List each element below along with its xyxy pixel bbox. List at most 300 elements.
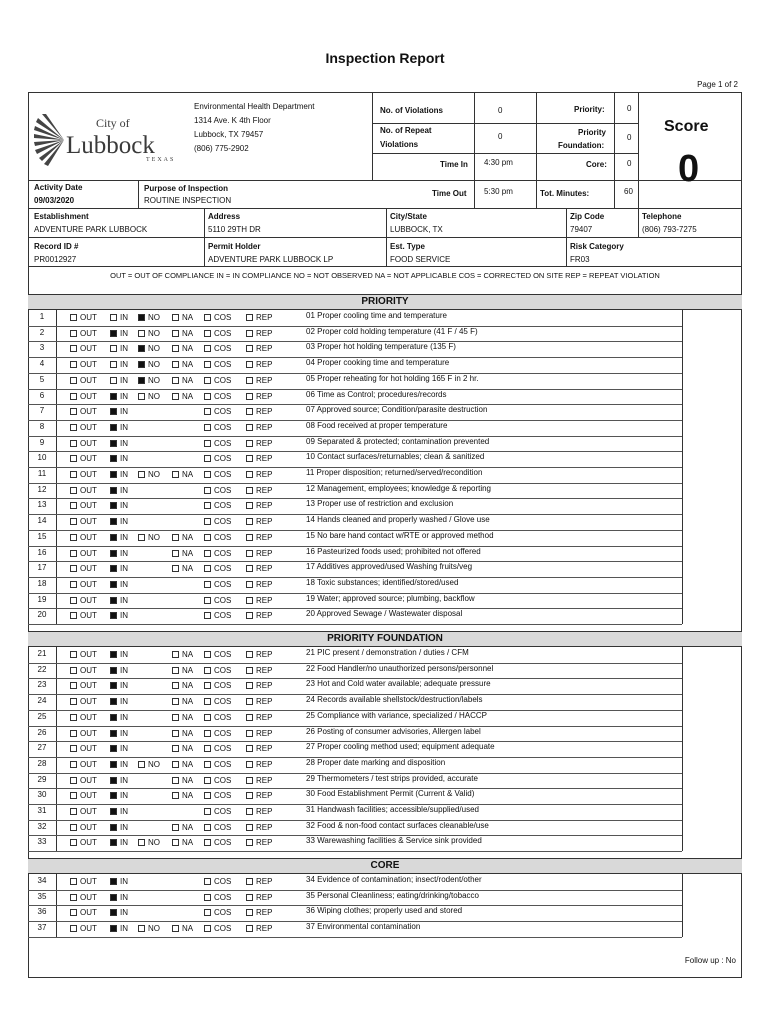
checkbox-icon[interactable]: [70, 878, 77, 885]
option-in[interactable]: [110, 908, 128, 917]
checkbox-icon[interactable]: [172, 565, 179, 572]
option-na[interactable]: [172, 729, 193, 738]
option-cos[interactable]: [204, 697, 231, 706]
option-in[interactable]: [110, 407, 128, 416]
option-in[interactable]: [110, 611, 128, 620]
option-rep[interactable]: [246, 823, 272, 832]
checkbox-icon[interactable]: [70, 824, 77, 831]
option-out[interactable]: [70, 611, 97, 620]
checkbox-icon[interactable]: [246, 909, 253, 916]
option-cos[interactable]: [204, 423, 231, 432]
checkbox-icon[interactable]: [204, 714, 211, 721]
option-in[interactable]: [110, 776, 128, 785]
option-na[interactable]: [172, 681, 193, 690]
option-cos[interactable]: [204, 908, 231, 917]
checkbox-icon[interactable]: [172, 714, 179, 721]
option-rep[interactable]: [246, 360, 272, 369]
checkbox-icon[interactable]: [246, 651, 253, 658]
checkbox-icon[interactable]: [172, 330, 179, 337]
option-cos[interactable]: [204, 713, 231, 722]
checkbox-icon[interactable]: [172, 667, 179, 674]
checkbox-icon[interactable]: [70, 550, 77, 557]
checkbox-icon[interactable]: [204, 761, 211, 768]
checkbox-icon[interactable]: [204, 792, 211, 799]
option-cos[interactable]: [204, 407, 231, 416]
checkbox-icon[interactable]: [70, 808, 77, 815]
option-in[interactable]: [110, 729, 128, 738]
option-cos[interactable]: [204, 893, 231, 902]
option-out[interactable]: [70, 439, 97, 448]
checkbox-icon[interactable]: [204, 909, 211, 916]
checkbox-icon[interactable]: [70, 612, 77, 619]
checkbox-icon[interactable]: [172, 314, 179, 321]
checkbox-icon[interactable]: [138, 761, 145, 768]
checkbox-icon[interactable]: [70, 651, 77, 658]
checkbox-icon[interactable]: [246, 518, 253, 525]
option-cos[interactable]: [204, 596, 231, 605]
checkbox-icon[interactable]: [138, 534, 145, 541]
option-na[interactable]: [172, 329, 193, 338]
checkbox-icon[interactable]: [138, 330, 145, 337]
option-in[interactable]: [110, 713, 128, 722]
checkbox-icon[interactable]: [246, 714, 253, 721]
option-rep[interactable]: [246, 807, 272, 816]
option-rep[interactable]: [246, 470, 272, 479]
option-rep[interactable]: [246, 580, 272, 589]
checked-box-icon[interactable]: [110, 471, 117, 478]
checkbox-icon[interactable]: [172, 345, 179, 352]
checked-box-icon[interactable]: [110, 667, 117, 674]
checkbox-icon[interactable]: [204, 330, 211, 337]
option-in[interactable]: [110, 376, 128, 385]
option-out[interactable]: [70, 893, 97, 902]
option-rep[interactable]: [246, 596, 272, 605]
option-cos[interactable]: [204, 564, 231, 573]
checked-box-icon[interactable]: [138, 377, 145, 384]
checkbox-icon[interactable]: [204, 518, 211, 525]
option-in[interactable]: [110, 760, 128, 769]
checked-box-icon[interactable]: [110, 878, 117, 885]
option-out[interactable]: [70, 407, 97, 416]
option-rep[interactable]: [246, 729, 272, 738]
option-no[interactable]: [138, 838, 160, 847]
option-out[interactable]: [70, 791, 97, 800]
checkbox-icon[interactable]: [204, 878, 211, 885]
checkbox-icon[interactable]: [246, 455, 253, 462]
checkbox-icon[interactable]: [70, 440, 77, 447]
option-cos[interactable]: [204, 650, 231, 659]
option-rep[interactable]: [246, 423, 272, 432]
checkbox-icon[interactable]: [246, 361, 253, 368]
option-cos[interactable]: [204, 392, 231, 401]
checkbox-icon[interactable]: [246, 487, 253, 494]
checkbox-icon[interactable]: [110, 377, 117, 384]
checkbox-icon[interactable]: [70, 518, 77, 525]
option-cos[interactable]: [204, 729, 231, 738]
checkbox-icon[interactable]: [204, 424, 211, 431]
checkbox-icon[interactable]: [138, 393, 145, 400]
option-rep[interactable]: [246, 376, 272, 385]
checkbox-icon[interactable]: [70, 345, 77, 352]
checkbox-icon[interactable]: [172, 824, 179, 831]
checked-box-icon[interactable]: [110, 777, 117, 784]
checkbox-icon[interactable]: [246, 745, 253, 752]
checkbox-icon[interactable]: [204, 550, 211, 557]
checked-box-icon[interactable]: [110, 408, 117, 415]
option-rep[interactable]: [246, 564, 272, 573]
checkbox-icon[interactable]: [172, 777, 179, 784]
checkbox-icon[interactable]: [70, 361, 77, 368]
checked-box-icon[interactable]: [110, 761, 117, 768]
option-out[interactable]: [70, 329, 97, 338]
checkbox-icon[interactable]: [246, 393, 253, 400]
checkbox-icon[interactable]: [204, 565, 211, 572]
option-out[interactable]: [70, 713, 97, 722]
option-in[interactable]: [110, 877, 128, 886]
option-out[interactable]: [70, 564, 97, 573]
option-in[interactable]: [110, 744, 128, 753]
option-rep[interactable]: [246, 893, 272, 902]
option-cos[interactable]: [204, 823, 231, 832]
option-rep[interactable]: [246, 776, 272, 785]
option-out[interactable]: [70, 596, 97, 605]
option-out[interactable]: [70, 344, 97, 353]
checkbox-icon[interactable]: [138, 925, 145, 932]
option-na[interactable]: [172, 713, 193, 722]
option-rep[interactable]: [246, 666, 272, 675]
option-rep[interactable]: [246, 924, 272, 933]
checkbox-icon[interactable]: [172, 761, 179, 768]
checkbox-icon[interactable]: [204, 777, 211, 784]
checked-box-icon[interactable]: [110, 487, 117, 494]
option-na[interactable]: [172, 533, 193, 542]
checkbox-icon[interactable]: [204, 808, 211, 815]
option-cos[interactable]: [204, 776, 231, 785]
option-in[interactable]: [110, 666, 128, 675]
option-out[interactable]: [70, 807, 97, 816]
checkbox-icon[interactable]: [246, 440, 253, 447]
option-cos[interactable]: [204, 533, 231, 542]
option-na[interactable]: [172, 313, 193, 322]
option-in[interactable]: [110, 360, 128, 369]
checkbox-icon[interactable]: [70, 330, 77, 337]
option-rep[interactable]: [246, 744, 272, 753]
checkbox-icon[interactable]: [204, 502, 211, 509]
checkbox-icon[interactable]: [70, 839, 77, 846]
checked-box-icon[interactable]: [138, 345, 145, 352]
option-na[interactable]: [172, 791, 193, 800]
option-no[interactable]: [138, 392, 160, 401]
checkbox-icon[interactable]: [70, 502, 77, 509]
checkbox-icon[interactable]: [70, 894, 77, 901]
option-rep[interactable]: [246, 329, 272, 338]
option-no[interactable]: [138, 313, 160, 322]
checkbox-icon[interactable]: [204, 534, 211, 541]
option-na[interactable]: [172, 744, 193, 753]
checkbox-icon[interactable]: [172, 698, 179, 705]
checkbox-icon[interactable]: [110, 314, 117, 321]
checkbox-icon[interactable]: [70, 534, 77, 541]
option-na[interactable]: [172, 360, 193, 369]
checkbox-icon[interactable]: [246, 698, 253, 705]
option-in[interactable]: [110, 470, 128, 479]
option-cos[interactable]: [204, 807, 231, 816]
checkbox-icon[interactable]: [70, 471, 77, 478]
option-out[interactable]: [70, 392, 97, 401]
checkbox-icon[interactable]: [246, 408, 253, 415]
option-rep[interactable]: [246, 697, 272, 706]
option-out[interactable]: [70, 517, 97, 526]
option-na[interactable]: [172, 760, 193, 769]
checked-box-icon[interactable]: [110, 424, 117, 431]
option-cos[interactable]: [204, 760, 231, 769]
checkbox-icon[interactable]: [172, 730, 179, 737]
checked-box-icon[interactable]: [110, 330, 117, 337]
checkbox-icon[interactable]: [172, 550, 179, 557]
option-na[interactable]: [172, 924, 193, 933]
checkbox-icon[interactable]: [246, 761, 253, 768]
checked-box-icon[interactable]: [110, 502, 117, 509]
option-in[interactable]: [110, 791, 128, 800]
option-out[interactable]: [70, 744, 97, 753]
option-in[interactable]: [110, 549, 128, 558]
option-na[interactable]: [172, 470, 193, 479]
checkbox-icon[interactable]: [70, 745, 77, 752]
option-in[interactable]: [110, 344, 128, 353]
option-out[interactable]: [70, 924, 97, 933]
option-cos[interactable]: [204, 744, 231, 753]
option-in[interactable]: [110, 501, 128, 510]
option-cos[interactable]: [204, 666, 231, 675]
checkbox-icon[interactable]: [172, 534, 179, 541]
option-cos[interactable]: [204, 376, 231, 385]
checkbox-icon[interactable]: [204, 682, 211, 689]
checked-box-icon[interactable]: [110, 597, 117, 604]
option-rep[interactable]: [246, 549, 272, 558]
option-cos[interactable]: [204, 329, 231, 338]
checkbox-icon[interactable]: [70, 487, 77, 494]
checked-box-icon[interactable]: [110, 792, 117, 799]
checkbox-icon[interactable]: [246, 471, 253, 478]
checkbox-icon[interactable]: [70, 408, 77, 415]
option-no[interactable]: [138, 533, 160, 542]
option-out[interactable]: [70, 838, 97, 847]
option-rep[interactable]: [246, 533, 272, 542]
option-in[interactable]: [110, 329, 128, 338]
option-out[interactable]: [70, 423, 97, 432]
option-rep[interactable]: [246, 486, 272, 495]
option-in[interactable]: [110, 580, 128, 589]
option-in[interactable]: [110, 823, 128, 832]
option-out[interactable]: [70, 501, 97, 510]
checkbox-icon[interactable]: [246, 839, 253, 846]
checkbox-icon[interactable]: [172, 682, 179, 689]
option-out[interactable]: [70, 908, 97, 917]
checkbox-icon[interactable]: [246, 377, 253, 384]
checkbox-icon[interactable]: [246, 777, 253, 784]
checkbox-icon[interactable]: [172, 377, 179, 384]
checkbox-icon[interactable]: [172, 651, 179, 658]
checkbox-icon[interactable]: [70, 698, 77, 705]
checkbox-icon[interactable]: [246, 424, 253, 431]
checked-box-icon[interactable]: [110, 714, 117, 721]
checkbox-icon[interactable]: [70, 667, 77, 674]
option-in[interactable]: [110, 533, 128, 542]
checkbox-icon[interactable]: [172, 393, 179, 400]
option-in[interactable]: [110, 893, 128, 902]
checkbox-icon[interactable]: [204, 361, 211, 368]
option-no[interactable]: [138, 344, 160, 353]
option-in[interactable]: [110, 517, 128, 526]
checkbox-icon[interactable]: [204, 581, 211, 588]
checkbox-icon[interactable]: [204, 471, 211, 478]
checkbox-icon[interactable]: [172, 792, 179, 799]
option-na[interactable]: [172, 697, 193, 706]
checkbox-icon[interactable]: [70, 424, 77, 431]
option-cos[interactable]: [204, 360, 231, 369]
checkbox-icon[interactable]: [246, 330, 253, 337]
option-rep[interactable]: [246, 392, 272, 401]
option-out[interactable]: [70, 877, 97, 886]
option-out[interactable]: [70, 697, 97, 706]
option-in[interactable]: [110, 838, 128, 847]
checkbox-icon[interactable]: [246, 808, 253, 815]
checkbox-icon[interactable]: [70, 730, 77, 737]
option-cos[interactable]: [204, 791, 231, 800]
option-cos[interactable]: [204, 501, 231, 510]
checkbox-icon[interactable]: [246, 792, 253, 799]
option-out[interactable]: [70, 823, 97, 832]
checked-box-icon[interactable]: [110, 651, 117, 658]
checked-box-icon[interactable]: [110, 894, 117, 901]
option-out[interactable]: [70, 681, 97, 690]
checked-box-icon[interactable]: [110, 682, 117, 689]
option-in[interactable]: [110, 454, 128, 463]
checkbox-icon[interactable]: [172, 925, 179, 932]
checkbox-icon[interactable]: [110, 345, 117, 352]
option-cos[interactable]: [204, 877, 231, 886]
option-no[interactable]: [138, 924, 160, 933]
option-out[interactable]: [70, 533, 97, 542]
checkbox-icon[interactable]: [204, 745, 211, 752]
option-cos[interactable]: [204, 517, 231, 526]
option-in[interactable]: [110, 924, 128, 933]
checked-box-icon[interactable]: [110, 612, 117, 619]
option-no[interactable]: [138, 470, 160, 479]
checkbox-icon[interactable]: [204, 597, 211, 604]
option-rep[interactable]: [246, 454, 272, 463]
option-cos[interactable]: [204, 611, 231, 620]
option-in[interactable]: [110, 486, 128, 495]
checkbox-icon[interactable]: [70, 761, 77, 768]
checked-box-icon[interactable]: [110, 455, 117, 462]
option-out[interactable]: [70, 313, 97, 322]
option-rep[interactable]: [246, 838, 272, 847]
checkbox-icon[interactable]: [70, 377, 77, 384]
option-cos[interactable]: [204, 549, 231, 558]
option-rep[interactable]: [246, 760, 272, 769]
checkbox-icon[interactable]: [246, 612, 253, 619]
option-no[interactable]: [138, 360, 160, 369]
option-cos[interactable]: [204, 344, 231, 353]
checkbox-icon[interactable]: [138, 471, 145, 478]
option-out[interactable]: [70, 580, 97, 589]
checkbox-icon[interactable]: [70, 909, 77, 916]
checkbox-icon[interactable]: [204, 440, 211, 447]
option-na[interactable]: [172, 344, 193, 353]
option-out[interactable]: [70, 549, 97, 558]
checkbox-icon[interactable]: [70, 455, 77, 462]
option-cos[interactable]: [204, 681, 231, 690]
option-rep[interactable]: [246, 344, 272, 353]
option-in[interactable]: [110, 681, 128, 690]
option-in[interactable]: [110, 697, 128, 706]
option-in[interactable]: [110, 439, 128, 448]
option-rep[interactable]: [246, 650, 272, 659]
checkbox-icon[interactable]: [204, 925, 211, 932]
option-in[interactable]: [110, 423, 128, 432]
option-rep[interactable]: [246, 407, 272, 416]
option-out[interactable]: [70, 376, 97, 385]
checkbox-icon[interactable]: [246, 534, 253, 541]
checkbox-icon[interactable]: [204, 651, 211, 658]
option-cos[interactable]: [204, 486, 231, 495]
option-in[interactable]: [110, 313, 128, 322]
checkbox-icon[interactable]: [204, 839, 211, 846]
checkbox-icon[interactable]: [70, 565, 77, 572]
checkbox-icon[interactable]: [246, 502, 253, 509]
option-rep[interactable]: [246, 501, 272, 510]
checkbox-icon[interactable]: [204, 487, 211, 494]
checkbox-icon[interactable]: [246, 581, 253, 588]
checkbox-icon[interactable]: [246, 824, 253, 831]
checkbox-icon[interactable]: [70, 792, 77, 799]
option-out[interactable]: [70, 650, 97, 659]
checkbox-icon[interactable]: [172, 745, 179, 752]
option-rep[interactable]: [246, 439, 272, 448]
checkbox-icon[interactable]: [70, 314, 77, 321]
option-na[interactable]: [172, 666, 193, 675]
checkbox-icon[interactable]: [204, 314, 211, 321]
checked-box-icon[interactable]: [110, 839, 117, 846]
checkbox-icon[interactable]: [204, 612, 211, 619]
option-rep[interactable]: [246, 313, 272, 322]
checkbox-icon[interactable]: [138, 839, 145, 846]
option-na[interactable]: [172, 392, 193, 401]
option-cos[interactable]: [204, 838, 231, 847]
option-out[interactable]: [70, 666, 97, 675]
checkbox-icon[interactable]: [70, 925, 77, 932]
checkbox-icon[interactable]: [172, 471, 179, 478]
checkbox-icon[interactable]: [204, 345, 211, 352]
option-rep[interactable]: [246, 877, 272, 886]
checkbox-icon[interactable]: [204, 730, 211, 737]
checkbox-icon[interactable]: [204, 894, 211, 901]
option-rep[interactable]: [246, 791, 272, 800]
option-no[interactable]: [138, 376, 160, 385]
option-na[interactable]: [172, 564, 193, 573]
option-out[interactable]: [70, 729, 97, 738]
option-out[interactable]: [70, 760, 97, 769]
option-out[interactable]: [70, 486, 97, 495]
checked-box-icon[interactable]: [110, 581, 117, 588]
option-rep[interactable]: [246, 681, 272, 690]
checkbox-icon[interactable]: [172, 839, 179, 846]
checkbox-icon[interactable]: [204, 408, 211, 415]
checkbox-icon[interactable]: [204, 377, 211, 384]
option-out[interactable]: [70, 360, 97, 369]
checkbox-icon[interactable]: [70, 682, 77, 689]
